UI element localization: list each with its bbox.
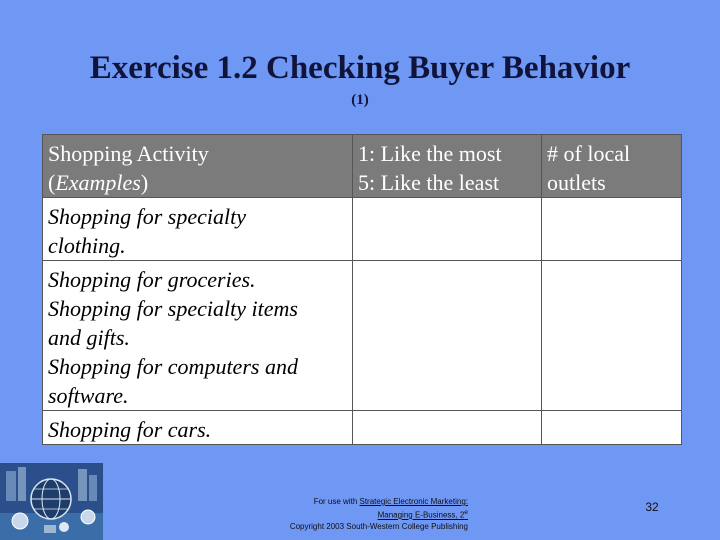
table-row xyxy=(43,198,682,261)
header-local-outlets xyxy=(542,135,682,198)
header-shopping-activity xyxy=(43,135,353,198)
activity-line: Shopping for specialty xyxy=(48,204,246,229)
header-col1-examples: Examples xyxy=(55,170,141,195)
outlets-cell[interactable] xyxy=(542,198,682,261)
header-col3-line2: outlets xyxy=(547,170,606,195)
activity-line: and gifts. xyxy=(48,325,130,350)
activity-line: software. xyxy=(48,383,129,408)
slide-subtitle: (1) xyxy=(351,92,369,108)
rating-cell[interactable] xyxy=(353,411,542,445)
footer-line3: Copyright 2003 South-Western College Publishing xyxy=(289,521,468,531)
header-col1-line1: Shopping Activity xyxy=(48,141,209,166)
footer-line1 xyxy=(240,496,468,507)
header-col2-line2: 5: Like the least xyxy=(358,170,500,195)
slide-title: Exercise 1.2 Checking Buyer Behavior xyxy=(89,50,631,86)
activity-line: clothing. xyxy=(48,233,126,258)
header-col1-close-paren: ) xyxy=(140,170,149,195)
activity-line: Shopping for cars. xyxy=(48,417,212,442)
table-row xyxy=(43,261,682,411)
table-header-row xyxy=(43,135,682,198)
header-col3-line1: # of local xyxy=(547,141,631,166)
footer-prefix: For use with xyxy=(313,497,360,506)
header-col1-open-paren: ( xyxy=(48,170,56,195)
ebusiness-globe-logo xyxy=(0,463,103,540)
outlets-cell[interactable] xyxy=(542,411,682,445)
activity-cell xyxy=(43,411,353,445)
footer-line2[interactable] xyxy=(240,507,468,521)
rating-cell[interactable] xyxy=(353,261,542,411)
book-subtitle: Managing E-Business, 2 xyxy=(377,510,465,520)
activity-line: Shopping for groceries. xyxy=(48,267,256,292)
activity-cell xyxy=(43,261,353,411)
buyer-behavior-table xyxy=(42,134,682,445)
header-rating xyxy=(353,135,542,198)
rating-cell[interactable] xyxy=(353,198,542,261)
header-col2-line1: 1: Like the most xyxy=(358,141,502,166)
activity-cell xyxy=(43,198,353,261)
outlets-cell[interactable] xyxy=(542,261,682,411)
table-row xyxy=(43,411,682,445)
copyright-footer xyxy=(240,496,468,532)
page-number: 32 xyxy=(645,500,659,514)
edition-superscript: e xyxy=(464,509,468,516)
activity-line: Shopping for specialty items xyxy=(48,296,298,321)
book-title-link[interactable]: Strategic Electronic Marketing: xyxy=(359,497,468,506)
activity-line: Shopping for computers and xyxy=(48,354,298,379)
